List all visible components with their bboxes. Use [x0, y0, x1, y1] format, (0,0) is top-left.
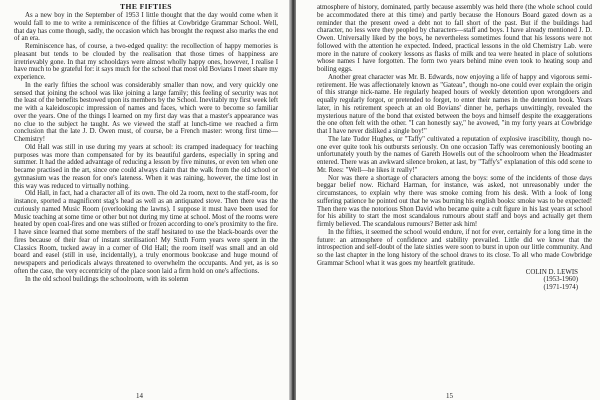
article-title: THE FIFTIES — [120, 2, 172, 11]
paragraph: Reminiscence has, of course, a two-edged quality: the recollection of happy memories is pleasant but tends to be clouded by the realisation that those times of happiness are irretrievably gone. In that my schooldays were almost wholly happy ones, however, I realise I have much to be grateful for: it says much for the school that most old Bovians I meet share my experience. — [14, 43, 278, 81]
author-name: COLIN D. LEWIS — [525, 268, 578, 276]
author-years: (1971-1974) — [543, 284, 578, 291]
paragraph: atmosphere of history, dominated, partly because assembly was held there (the whole school could be accommodated there at this time) and partly because the Honours Board gazed down as a reminder that the present owed a debt not to fall short of the past. But if the buildings had character, no less were they peopled by characters—staff and boys. I have already mentioned J. D. Owen. Universally liked by the boys, he nevertheless sometimes found that his lessons were not followed with the attention he expected. Indeed, practical lessons in the old Chemistry Lab. were more in the nature of cookery lessons as flasks of milk and tea were heated in place of solutions whose names I have forgotten. The form two years behind mine even took to heating soup and boiling eggs. — [317, 4, 592, 73]
page-number: 14 — [136, 392, 143, 400]
author-years: (1953-1960) — [543, 276, 578, 284]
left-page — [0, 0, 289, 400]
paragraph: The late Tudor Hughes, or "Taffy" cultivated a reputation of explosive irascibility, though no-one ever quite took his outbursts seriously. On one occasion Taffy was ceremoniously booting an unfortunately youth by the names of Gareth Howells out of the schoolroom when the Headmaster entered. There was an awkward silence broken, at last, by "Taffy's" explanation of this odd scene to Mr. Rees: "Well—he likes it really!" — [317, 135, 592, 174]
paragraph: Another great character was Mr. B. Edwards, now enjoying a life of happy and vigorous semi-retirement. He was affectionately known as "Gateau", though no-one could ever explain the origin of this strange nick-name. He regularly heaped hours of weekly detention upon wrongdoers and equally regularly forgot, or pretended to forget, to enter their names in the detention book. Years later, in his retirement speech at an old Bovians' dinner he, perhaps unwittingly, revealed the mysterious nature of the bond that existed between the boys and himself despite the exaggerations the one often felt with the other. "I can honestly say," he avowed, "in my forty years at Cowbridge that I have never disliked a single boy!" — [317, 73, 592, 135]
paragraph: As a new boy in the September of 1953 I little thought that the day would come when it would fall to me to write a reminiscence of the fifties at Cowbridge Grammar School. Well, that day has come though, sadly, the occasion which has brought the request also marks the end of an era. — [14, 12, 278, 43]
right-page — [296, 0, 600, 400]
paragraph: Old Hall was still in use during my years at school: its cramped inadequacy for teaching purposes was more than compensated for by its beautiful gardens, especially in spring and summer. It had the added advantage of reducing a lesson by five minutes, or even ten when one became practised in the art, since one could always claim that the walk from the old school or gymnasium was the reason for one's lateness. When it was raining, however, the time lost in this way was reduced to virtually nothing. — [14, 143, 278, 190]
paragraph: In the early fifties the school was considerably smaller than now, and very quickly one sensed that joining the school was like joining a large family; this feeling of security was not the least of the benefits bestowed upon its members by the School. Inevitably my first week left me with a kaleidoscopic impression of names and faces, which were to become so familiar over the years. One of the things I learned on my first day was that a master's appearance was no clue to the subject he taught. As we viewed the staff at lunch-time we reached a firm conclusion that the late J. D. Owen must, of course, be a French master: wrong first time—Chemistry! — [14, 81, 278, 143]
page-number: 15 — [446, 392, 453, 400]
paragraph: Nor was there a shortage of characters among the boys: some of the incidents of those days beggar belief now. Richard Harman, for instance, was asked, not unreasonably under the circumstances, to explain why there was smoke coming from his desk. With a look of long suffering patience he pointed out that he was burning his english books: smoke was to be expected! Then there was the notorious Shon David who became quite a cult figure in his last years at school for his ability to start the most scandalous rumours about staff and boys and actually get them firmly believed. The scandalous rumours? Better ask him! — [317, 174, 592, 228]
book-gutter — [289, 0, 296, 400]
paragraph: In the old school buildings the schoolroom, with its solemn — [25, 275, 189, 283]
paragraph: In the fifties, it seemed the school would endure, if not for ever, certainly for a long time in the future: an atmosphere of confidence and stability prevailed. Little did we know that the introspection and self-doubt of the late sixties were soon to burst in upon our little community. And so the last chapter in the long history of the school draws to its close. To all who made Cowbridge Grammar School what it was goes my heartfelt gratitude. — [317, 228, 592, 267]
author-signature — [317, 269, 592, 292]
paragraph: Old Hall, in fact, had a character all of its own. The old 2a room, next to the staff-room, for instance, sported a magnificent stag's head as well as an antiquated stove. Then there was the curiously named Music Room (overlooking the lawns). I suppose it must have been used for Music teaching at some time or other but not during my time at school. Most of the rooms were heated by open coal-fires and one was stifled or frozen according to one's proximity to the fire. I have since learned that some members of the staff hesitated to use the black-boards over the fires because of their fear of instant sterilisation! My Sixth Form years were spent in the Classics Room, tucked away in a corner of Old Hall; the room itself was small and an old board and easel (still in use, incidentally), a truly enormous bookcase and huge mound of newspapers and periodicals always threatened to overwhelm the occupants. And yet, as is so often the case, the very eccentricity of the place soon laid a firm hold on one's affections. — [14, 190, 278, 275]
